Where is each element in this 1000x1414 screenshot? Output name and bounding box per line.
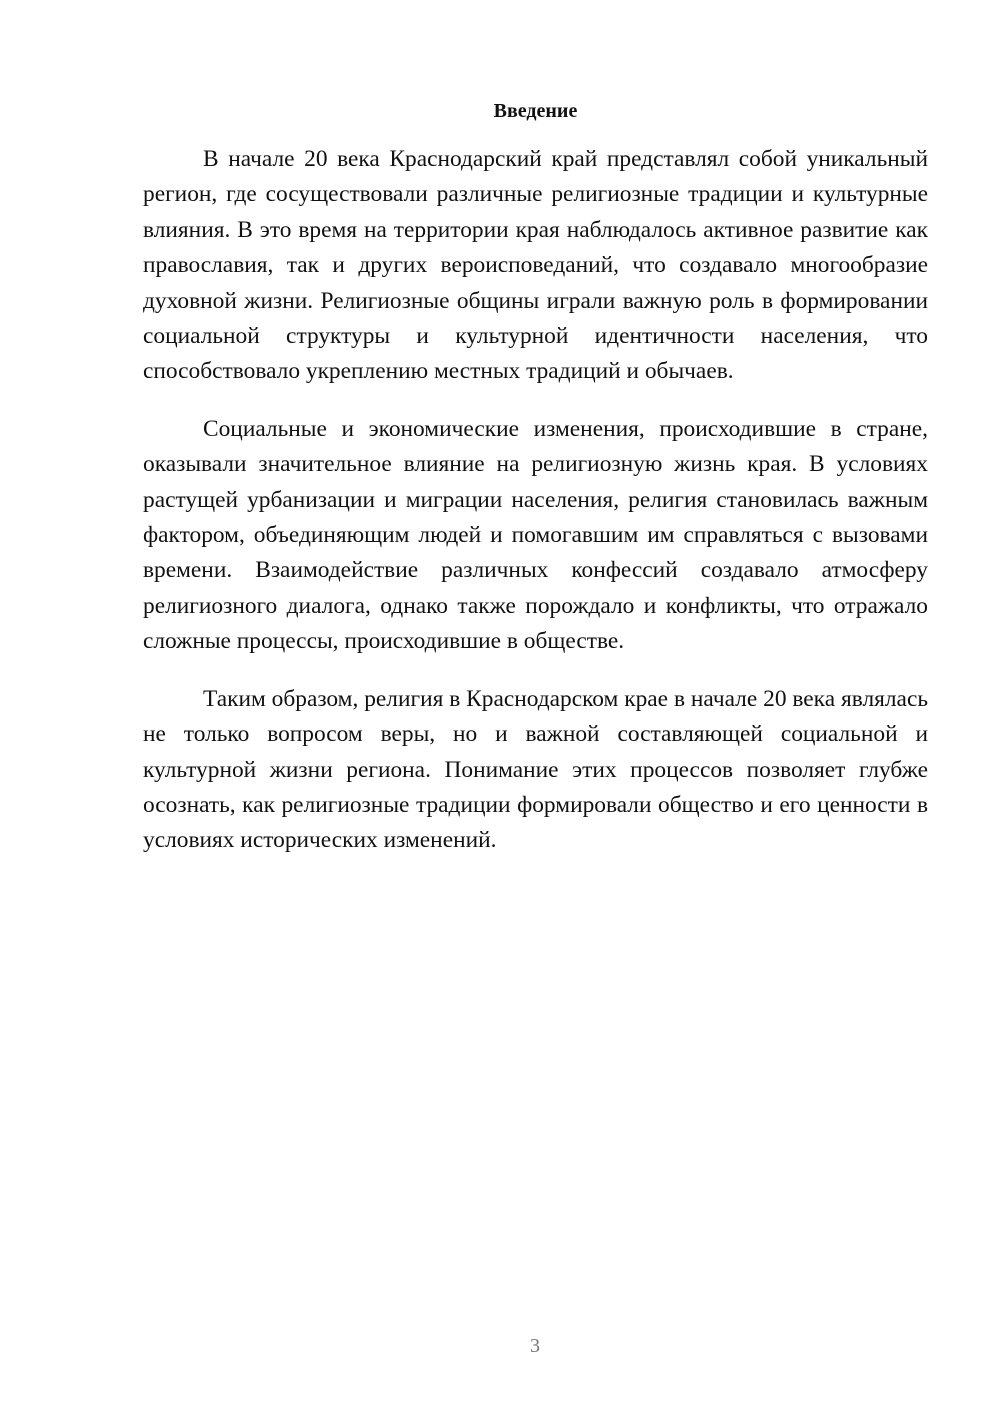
body-text bbox=[143, 142, 928, 881]
page-number: 3 bbox=[530, 1335, 540, 1357]
paragraph-3: Таким образом, религия в Краснодарском крае в начале 20 века являлась не только вопросом веры, но и важной составляющей социальной и культурной жизни региона. Понимание этих процессов позволяет глубже осознать, как религиозные традиции формировали общество и его ценности в условиях исторических изменений. bbox=[143, 685, 928, 854]
paragraph-1: В начале 20 века Краснодарский край представлял собой уникальный регион, где сосуществовали различные религиозные традиции и культурные влияния. В это время на территории края наблюдалось активное развитие как православия, так и других вероисповеданий, что создавало многообразие духовной жизни. Религиозные общины играли важную роль в формировании социальной структуры и культурной идентичности населения, что способствовало укреплению местных традиций и обычаев. bbox=[143, 146, 928, 385]
paragraph-2: Социальные и экономические изменения, происходившие в стране, оказывали значительное влияние на религиозную жизнь края. В условиях растущей урбанизации и миграции населения, религия становилась важным фактором, объединяющим людей и помогавшим им справляться с вызовами времени. Взаимодействие различных конфессий создавало атмосферу религиозного диалога, однако также порождало и конфликты, что отражало сложные процессы, происходившие в обществе. bbox=[143, 415, 928, 655]
section-heading: Введение bbox=[493, 100, 578, 122]
